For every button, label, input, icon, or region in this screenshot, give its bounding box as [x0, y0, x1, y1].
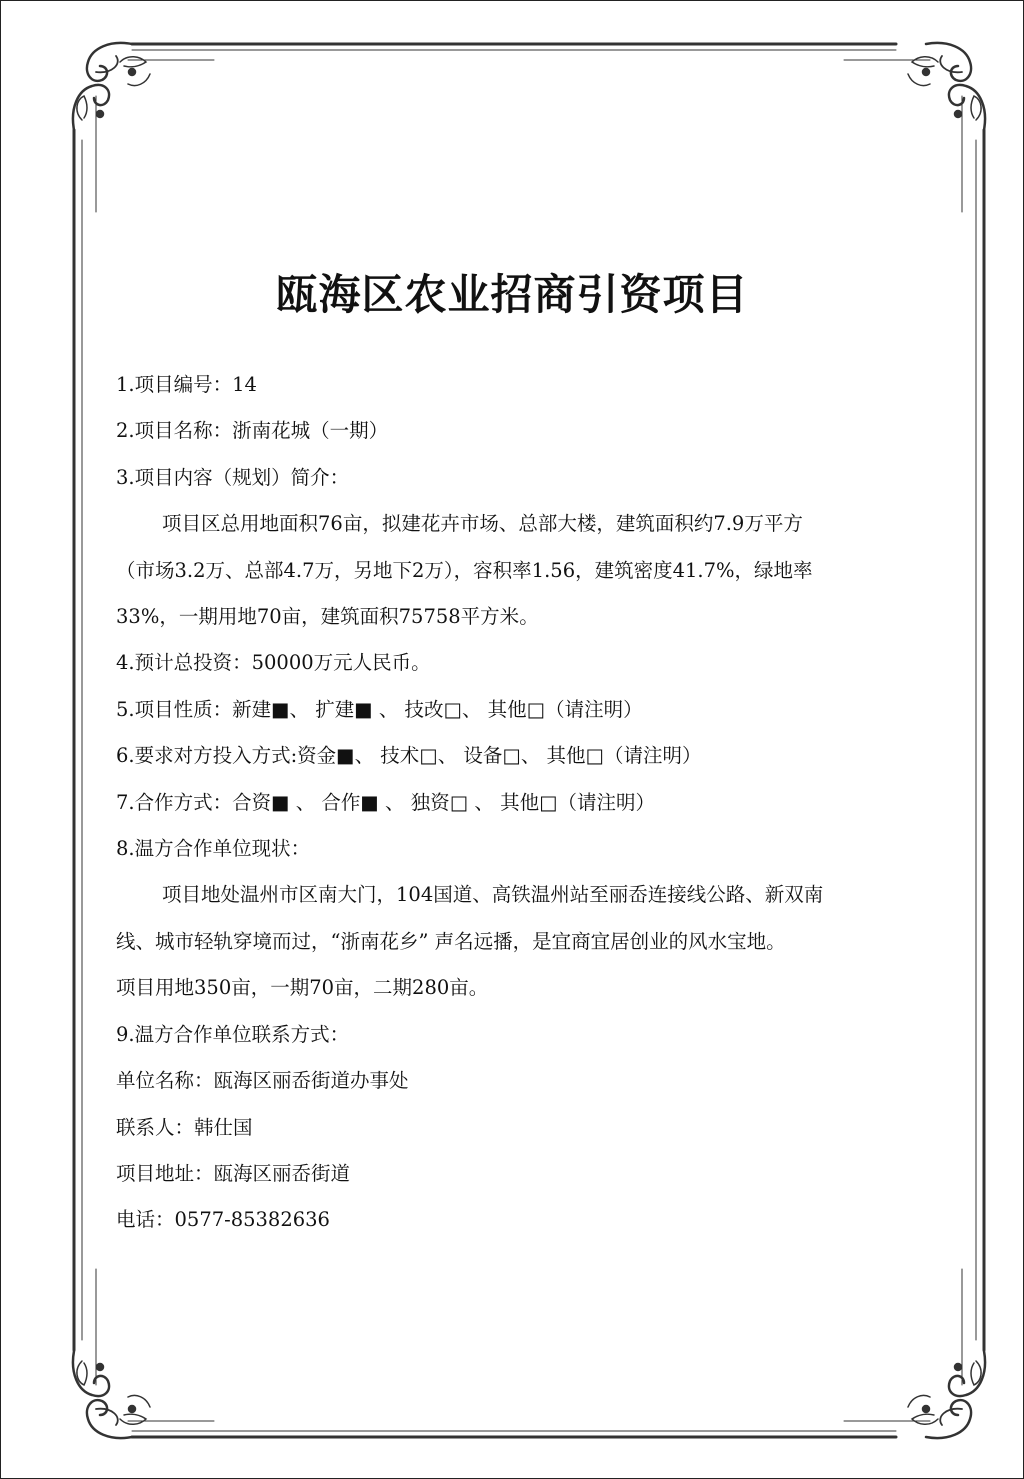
line-partner-status-para-1: 项目地处温州市区南大门，104国道、高铁温州站至丽岙连接线公路、新双南	[162, 883, 824, 907]
line-unit-name: 单位名称：瓯海区丽岙街道办事处	[116, 1069, 409, 1093]
document-title: 瓯海区农业招商引资项目	[275, 270, 749, 319]
line-content-heading: 3.项目内容（规划）简介：	[116, 465, 350, 489]
line-content-para-1: 项目区总用地面积76亩，拟建花卉市场、总部大楼，建筑面积约7.9万平方	[162, 512, 803, 536]
document-body	[116, 362, 936, 1244]
line-contact-person: 联系人：韩仕国	[116, 1115, 253, 1139]
line-investment-method: 6.要求对方投入方式:资金■、 技术□、 设备□、 其他□（请注明）	[116, 744, 702, 768]
line-project-nature: 5.项目性质：新建■、 扩建■ 、 技改□、 其他□（请注明）	[116, 697, 643, 721]
line-project-address: 项目地址：瓯海区丽岙街道	[116, 1161, 351, 1185]
line-content-para-2: （市场3.2万、总部4.7万，另地下2万），容积率1.56，建筑密度41.7%，绿地率	[116, 558, 813, 582]
line-partner-status-heading: 8.温方合作单位现状：	[116, 837, 311, 861]
corner-ornament-top-left	[73, 43, 214, 212]
line-project-number: 1.项目编号：14	[116, 373, 257, 396]
line-contact-heading: 9.温方合作单位联系方式：	[116, 1022, 350, 1046]
line-partner-status-para-2: 线、城市轻轨穿境而过，“浙南花乡” 声名远播，是宜商宜居创业的风水宝地。	[116, 929, 786, 953]
line-content-para-3: 33%，一期用地70亩，建筑面积75758平方米。	[116, 605, 539, 629]
line-phone: 电话：0577-85382636	[116, 1208, 330, 1232]
line-partner-status-para-3: 项目用地350亩，一期70亩，二期280亩。	[116, 976, 489, 1000]
line-cooperation-method: 7.合作方式：合资■ 、 合作■ 、 独资□ 、 其他□（请注明）	[116, 790, 655, 814]
corner-ornament-top-right	[844, 43, 985, 212]
line-total-investment: 4.预计总投资：50000万元人民币。	[116, 651, 431, 675]
line-project-name: 2.项目名称：浙南花城（一期）	[116, 419, 389, 443]
corner-ornament-bottom-right	[844, 1269, 985, 1438]
corner-ornament-bottom-left	[73, 1269, 214, 1438]
